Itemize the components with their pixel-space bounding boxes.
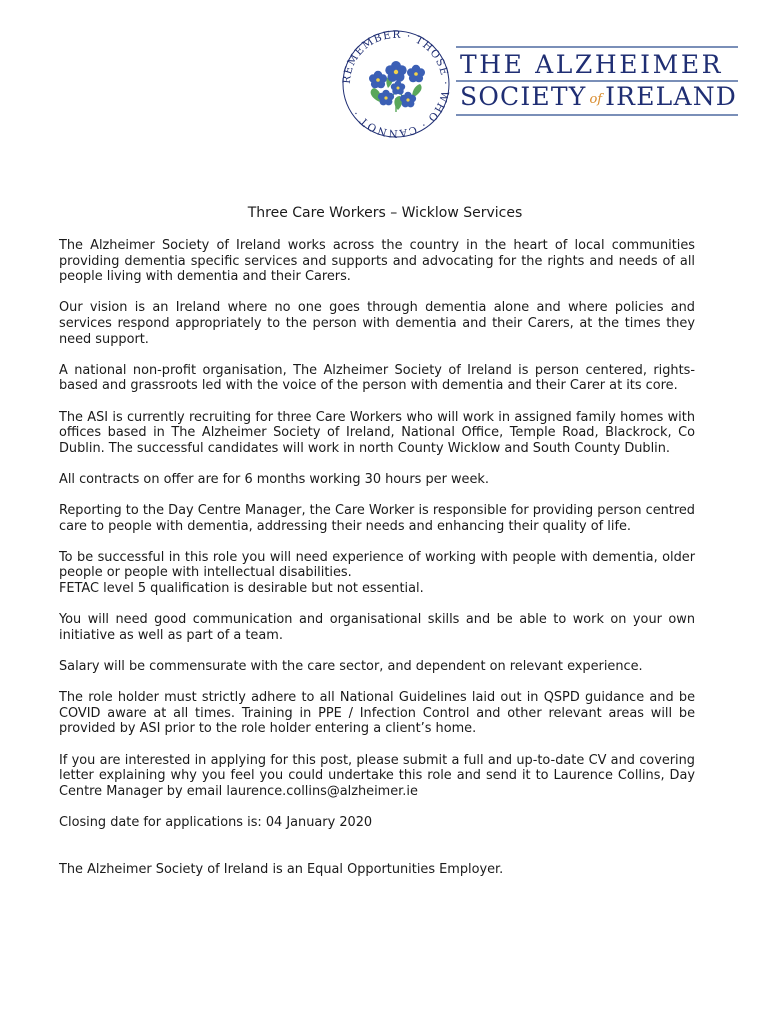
- paragraph-guidelines: The role holder must strictly adhere to all National Guidelines laid out in QSPD guidance and be COVID aware at all times. Training in PPE / Infection Control and other relevant areas will be provided by ASI prior to the role holder entering a client’s home.: [59, 690, 695, 737]
- paragraph-recruiting: The ASI is currently recruiting for three Care Workers who will work in assigned family homes with offices based in The Alzheimer Society of Ireland, National Office, Temple Road, Blackrock, Co Dublin. The successful candidates will work in north County Wicklow and South County Dublin.: [59, 409, 695, 456]
- forget-me-not-seal-icon: [340, 28, 452, 140]
- paragraph-salary: Salary will be commensurate with the care sector, and dependent on relevant experience.: [59, 659, 643, 675]
- closing-date: Closing date for applications is: 04 January 2020: [59, 814, 373, 830]
- wordmark-top-rule: [456, 46, 738, 48]
- seal-text: REMEMBER · THOSE · WHO · CANNOT ·: [340, 28, 452, 140]
- paragraph-experience: [59, 550, 695, 597]
- paragraph-skills: You will need good communication and organisational skills and be able to work on your own initiative as well as part of a team.: [59, 612, 695, 643]
- experience-requirement: To be successful in this role you will need experience of working with people with dementia, older people or people with intellectual disabilities.: [59, 549, 695, 581]
- paragraph-reporting: Reporting to the Day Centre Manager, the Care Worker is responsible for providing person centred care to people with dementia, addressing their needs and enhancing their quality of life.: [59, 503, 695, 534]
- wordmark-ireland: IRELAND: [605, 82, 738, 111]
- wordmark-bottom-rule: [456, 114, 738, 116]
- paragraph-about: The Alzheimer Society of Ireland works across the country in the heart of local communities providing dementia specific services and supports and advocating for the rights and needs of all people living with dementia and their Carers.: [59, 238, 695, 285]
- paragraph-organisation: A national non-profit organisation, The Alzheimer Society of Ireland is person centered, rights-based and grassroots led with the voice of the person with dementia and their Carer at its core.: [59, 362, 695, 394]
- qualification-requirement: FETAC level 5 qualification is desirable but not essential.: [59, 581, 424, 597]
- alzheimer-society-logo: [340, 28, 740, 138]
- wordmark-line-1: THE ALZHEIMER: [460, 50, 724, 79]
- job-title: Three Care Workers – Wicklow Services: [247, 205, 523, 221]
- wordmark-society: SOCIETY: [460, 82, 587, 111]
- paragraph-how-to-apply: If you are interested in applying for this post, please submit a full and up-to-date CV and covering letter explaining why you feel you could undertake this role and send it to Laurence Collins, Day Centre Manager by email laurence.collins@alzheimer.ie: [59, 752, 695, 799]
- wordmark-line-2: [460, 82, 737, 111]
- paragraph-contracts: All contracts on offer are for 6 months working 30 hours per week.: [59, 471, 489, 487]
- wordmark-of: of: [589, 92, 603, 107]
- paragraph-vision: Our vision is an Ireland where no one goes through dementia alone and where policies and services respond appropriately to the person with dementia and their Carers, at the times they need support.: [59, 300, 695, 347]
- job-description-body: [59, 238, 695, 893]
- equal-opportunities-statement: The Alzheimer Society of Ireland is an Equal Opportunities Employer.: [59, 861, 504, 877]
- wordmark: [456, 46, 738, 126]
